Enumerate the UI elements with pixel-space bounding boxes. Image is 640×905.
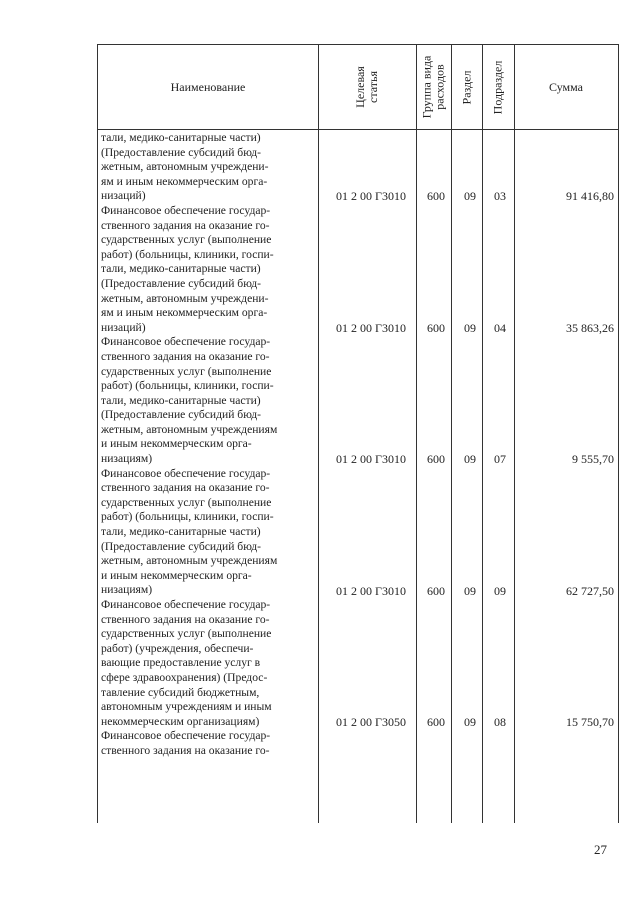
name-line: (Предоставление субсидий бюд- [101, 145, 262, 159]
row-code: 01 2 00 Г3010 [336, 320, 406, 335]
name-line: Финансовое обеспечение государ- [101, 335, 271, 349]
name-line: ственного задания на оказание го- [101, 218, 270, 232]
header-subsection-label: Подраздел [490, 60, 505, 114]
name-line: тавление субсидий бюджетным, [101, 685, 260, 699]
header-group [416, 45, 451, 129]
name-line: низаций) [101, 320, 146, 334]
name-line: ственного задания на оказание го- [101, 349, 270, 363]
header-code-label [354, 66, 380, 108]
row-group: 600 [427, 320, 445, 335]
row-section: 09 [464, 320, 476, 335]
row-section: 09 [464, 452, 476, 467]
header-group-line1: Группа вида [419, 55, 434, 119]
row-code: 01 2 00 Г3010 [336, 452, 406, 467]
row-group: 600 [427, 452, 445, 467]
row-sum: 9 555,70 [572, 452, 614, 467]
name-line: ям и иным некоммерческим орга- [101, 306, 268, 320]
row-subsection: 08 [494, 715, 506, 729]
name-line: и иным некоммерческим орга- [101, 437, 252, 451]
name-line: работ) (учреждения, обеспечи- [101, 641, 254, 655]
header-group-line2: расходов [432, 64, 447, 110]
row-sum: 35 863,26 [566, 320, 614, 335]
name-line: ственного задания на оказание го- [101, 612, 270, 626]
name-line: Финансовое обеспечение государ- [101, 598, 271, 611]
row-section: 09 [464, 189, 476, 204]
name-line: ственного задания на оказание го- [101, 743, 270, 757]
name-line: жетным, автономным учреждениям [101, 554, 278, 568]
row-subsection: 09 [494, 583, 506, 598]
col-divider [451, 45, 452, 823]
name-line: сударственных услуг (выполнение [101, 495, 272, 509]
row-code: 01 2 00 Г3010 [336, 189, 406, 204]
name-line: (Предоставление субсидий бюд- [101, 276, 262, 290]
row-sum: 15 750,70 [566, 715, 614, 729]
page-number: 27 [594, 842, 607, 857]
name-line: ям и иным некоммерческим орга- [101, 174, 268, 188]
row-code: 01 2 00 Г3010 [336, 583, 406, 598]
header-group-label [421, 56, 447, 119]
name-line: (Предоставление субсидий бюд- [101, 408, 262, 422]
row-code: 01 2 00 Г3050 [336, 715, 406, 729]
name-line: низаций) [101, 189, 146, 203]
name-line: и иным некоммерческим орга- [101, 568, 252, 582]
name-line: сударственных услуг (выполнение [101, 233, 272, 247]
name-line: сударственных услуг (выполнение [101, 627, 272, 641]
header-code-line2: статья [365, 71, 380, 103]
name-line: работ) (больницы, клиники, госпи- [101, 379, 274, 393]
name-line: сударственных услуг (выполнение [101, 364, 272, 378]
row-section: 09 [464, 715, 476, 729]
header-sum-label: Сумма [549, 79, 583, 94]
name-column-text [101, 131, 315, 759]
name-line: тали, медико-санитарные части) [101, 525, 261, 539]
header-divider [98, 129, 618, 130]
name-line: работ) (больницы, клиники, госпи- [101, 247, 274, 261]
name-line: (Предоставление субсидий бюд- [101, 539, 262, 553]
row-section: 09 [464, 583, 476, 598]
row-subsection: 07 [494, 452, 506, 467]
name-line: Финансовое обеспечение государ- [101, 203, 271, 217]
col-divider [482, 45, 483, 823]
name-line: автономным учреждениям и иным [101, 700, 272, 714]
col-divider [514, 45, 515, 823]
name-line: жетным, автономным учреждени- [101, 160, 269, 174]
name-line: ственного задания на оказание го- [101, 481, 270, 495]
row-subsection: 04 [494, 320, 506, 335]
name-line: работ) (больницы, клиники, госпи- [101, 510, 274, 524]
name-line: низациям) [101, 583, 153, 597]
name-line: жетным, автономным учреждени- [101, 291, 269, 305]
name-line: тали, медико-санитарные части) [101, 393, 261, 407]
name-line: некоммерческим организациям) [101, 714, 260, 728]
name-line: Финансовое обеспечение государ- [101, 466, 271, 480]
col-divider [318, 45, 319, 823]
header-section-label: Раздел [459, 70, 474, 104]
name-line: тали, медико-санитарные части) [101, 131, 261, 144]
name-line: сфере здравоохранения) (Предос- [101, 670, 268, 684]
header-name-label: Наименование [170, 79, 246, 94]
row-sum: 91 416,80 [566, 189, 614, 204]
name-line: жетным, автономным учреждениям [101, 422, 278, 436]
name-line: вающие предоставление услуг в [101, 656, 261, 670]
row-sum: 62 727,50 [566, 583, 614, 598]
row-group: 600 [427, 715, 445, 729]
row-group: 600 [427, 583, 445, 598]
row-subsection: 03 [494, 189, 506, 204]
row-group: 600 [427, 189, 445, 204]
header-sum [514, 45, 618, 129]
budget-table [97, 44, 619, 823]
header-code [318, 45, 416, 129]
header-subsection [482, 45, 514, 129]
header-section [451, 45, 482, 129]
name-line: низациям) [101, 452, 153, 466]
header-name [98, 45, 318, 129]
name-line: тали, медико-санитарные части) [101, 262, 261, 276]
header-code-line1: Целевая [352, 66, 367, 108]
col-divider [416, 45, 417, 823]
name-line: Финансовое обеспечение государ- [101, 729, 271, 743]
